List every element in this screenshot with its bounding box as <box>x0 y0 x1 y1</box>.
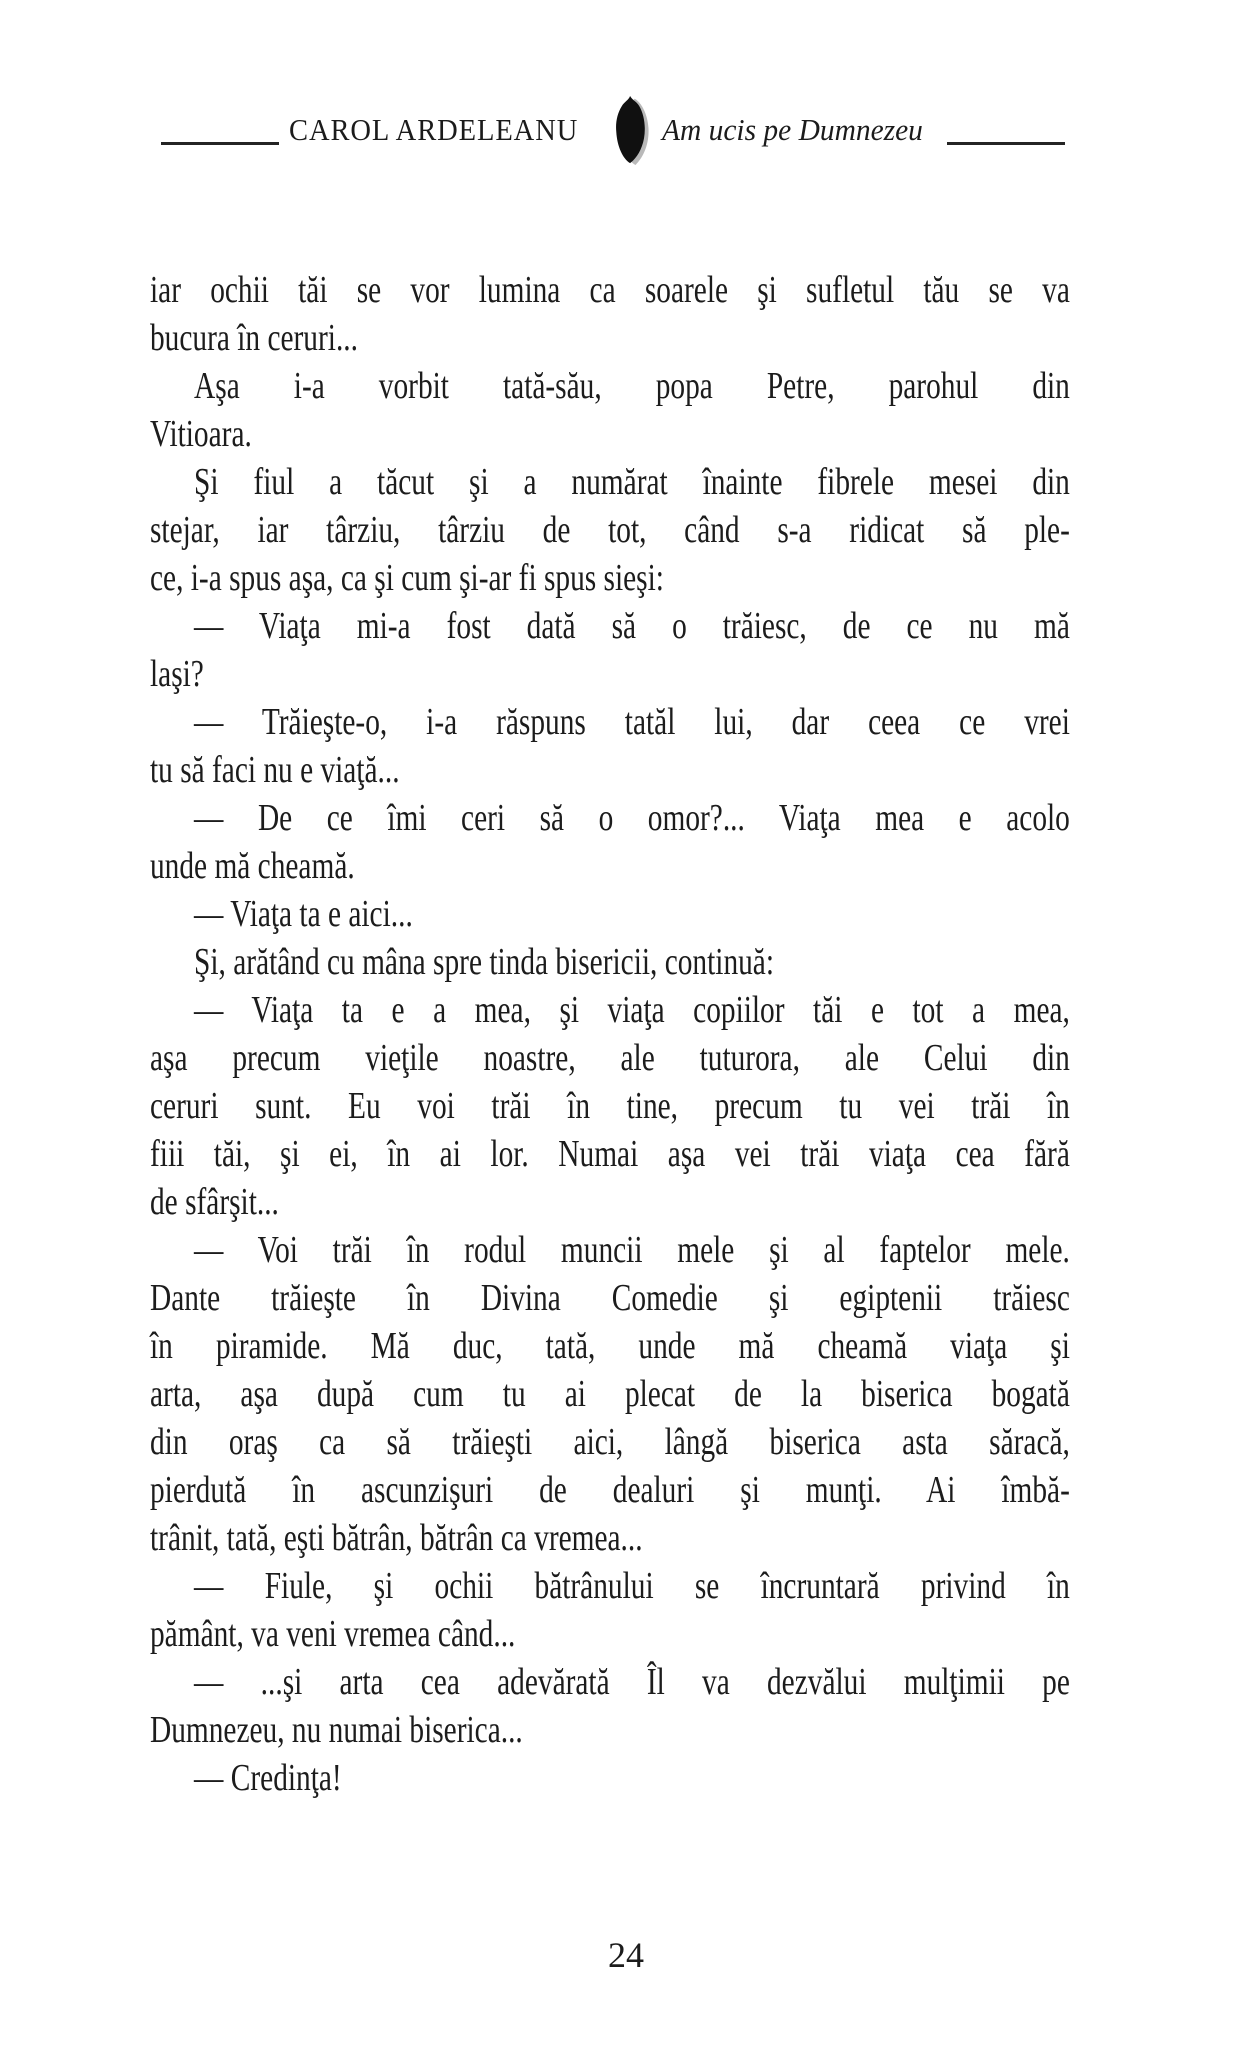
header-rule-left <box>161 142 279 145</box>
text-line: în piramide. Mă duc, tată, unde mă cheamă viaţa şi <box>150 1325 1070 1367</box>
text-line: laşi? <box>150 653 204 695</box>
text-line: pierdută în ascunzişuri de dealuri şi munţi. Ai îmbă- <box>150 1469 1070 1511</box>
text-line: trânit, tată, eşti bătrân, bătrân ca vremea... <box>150 1517 643 1559</box>
text-line: ce, i-a spus aşa, ca şi cum şi-ar fi spus sieşi: <box>150 557 664 599</box>
text-line: iar ochii tăi se vor lumina ca soarele şi sufletul tău se va <box>150 269 1070 311</box>
text-line: pământ, va veni vremea când... <box>150 1613 516 1655</box>
text-line: Vitioara. <box>150 413 252 455</box>
text-line: — ...şi arta cea adevărată Îl va dezvălui mulţimii pe <box>194 1661 1070 1703</box>
text-line: — Viaţa mi-a fost dată să o trăiesc, de ce nu mă <box>194 605 1070 647</box>
text-line: fiii tăi, şi ei, în ai lor. Numai aşa vei trăi viaţa cea fără <box>150 1133 1070 1175</box>
header-title: Am ucis pe Dumnezeu <box>661 112 923 147</box>
text-line: din oraş ca să trăieşti aici, lângă biserica asta săracă, <box>150 1421 1070 1463</box>
text-line: — Trăieşte-o, i-a răspuns tatăl lui, dar ceea ce vrei <box>194 701 1070 743</box>
text-line: ceruri sunt. Eu voi trăi în tine, precum tu vei trăi în <box>150 1085 1070 1127</box>
ink-blot-ornament-icon <box>608 93 654 167</box>
header-author: CAROL ARDELEANU <box>289 112 579 147</box>
text-line: unde mă cheamă. <box>150 845 355 887</box>
text-line: — Fiule, şi ochii bătrânului se încruntară privind în <box>194 1565 1070 1607</box>
text-line: — Credinţa! <box>194 1757 342 1799</box>
text-line: Şi fiul a tăcut şi a numărat înainte fibrele mesei din <box>194 461 1070 503</box>
text-line: Şi, arătând cu mâna spre tinda bisericii, continuă: <box>194 941 775 983</box>
text-line: Dumnezeu, nu numai biserica... <box>150 1709 523 1751</box>
text-line: de sfârşit... <box>150 1181 279 1223</box>
text-line: — Viaţa ta e aici... <box>194 893 413 935</box>
text-line: — Viaţa ta e a mea, şi viaţa copiilor tăi e tot a mea, <box>194 989 1070 1031</box>
text-line: — De ce îmi ceri să o omor?... Viaţa mea e acolo <box>194 797 1070 839</box>
page-header <box>156 92 1070 168</box>
text-line: Aşa i-a vorbit tată-său, popa Petre, parohul din <box>194 365 1070 407</box>
text-line: stejar, iar târziu, târziu de tot, când s-a ridicat să ple- <box>150 509 1070 551</box>
text-line: arta, aşa după cum tu ai plecat de la biserica bogată <box>150 1373 1070 1415</box>
text-line: — Voi trăi în rodul muncii mele şi al faptelor mele. <box>194 1229 1070 1271</box>
text-line: aşa precum vieţile noastre, ale tuturora, ale Celui din <box>150 1037 1070 1079</box>
text-line: tu să faci nu e viaţă... <box>150 749 400 791</box>
body-text <box>150 266 1070 1802</box>
page-number: 24 <box>608 1935 644 1975</box>
text-line: bucura în ceruri... <box>150 317 358 359</box>
text-line: Dante trăieşte în Divina Comedie şi egiptenii trăiesc <box>150 1277 1070 1319</box>
header-rule-right <box>947 142 1065 145</box>
